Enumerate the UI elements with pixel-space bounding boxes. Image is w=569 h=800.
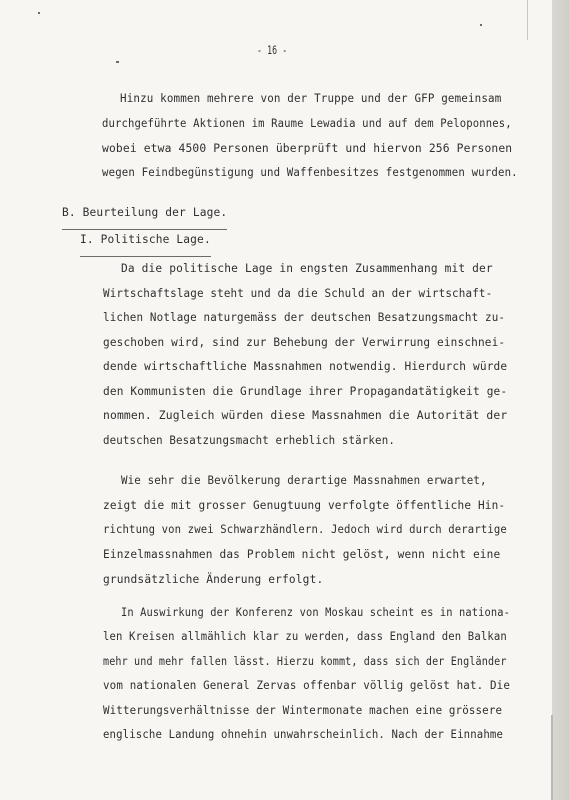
intro-line: Hinzu kommen mehrere von der Truppe und der GFP gemeinsam — [120, 92, 502, 105]
paragraph-line: nommen. Zugleich würden diese Massnahmen die Autorität der — [103, 409, 508, 422]
paragraph-line: englische Landung ohnehin unwahrscheinlich. Nach der Einnahme — [103, 728, 504, 741]
scan-speck — [480, 24, 482, 26]
paragraph-line: vom nationalen General Zervas offenbar völlig gelöst hat. Die — [103, 679, 510, 692]
paragraph-line: Wie sehr die Bevölkerung derartige Massnahmen erwartet, — [121, 474, 487, 487]
intro-line: wobei etwa 4500 Personen überprüft und hiervon 256 Personen — [102, 142, 513, 155]
paragraph-line: lichen Notlage naturgemäss der deutschen Besatzungsmacht zu- — [103, 311, 506, 324]
page-number: - 16 - — [257, 44, 288, 57]
paragraph-line: zeigt die mit grosser Genugtuung verfolgte öffentliche Hin- — [103, 499, 506, 512]
paragraph-line: Einzelmassnahmen das Problem nicht gelöst, wenn nicht eine — [103, 548, 501, 561]
paragraph-line: richtung von zwei Schwarzhändlern. Jedoch wird durch derartige — [103, 523, 507, 536]
section-heading: B. Beurteilung der Lage. — [62, 206, 228, 219]
paragraph-line: grundsätzliche Änderung erfolgt. — [103, 573, 324, 586]
paragraph-line: geschoben wird, sind zur Behebung der Verwirrung einschnei- — [103, 336, 506, 349]
intro-line: wegen Feindbegünstigung und Waffenbesitzes festgenommen wurden. — [102, 166, 518, 179]
paragraph-line: deutschen Besatzungsmacht erheblich stärken. — [103, 434, 395, 447]
paragraph-line: Da die politische Lage in engsten Zusammenhang mit der — [121, 262, 493, 275]
intro-line: durchgeführte Aktionen im Raume Lewadia und auf dem Peloponnes, — [102, 117, 512, 130]
paragraph-line: In Auswirkung der Konferenz von Moskau scheint es in nationa- — [121, 606, 511, 619]
paragraph-line: mehr und mehr fallen lässt. Hierzu kommt, dass sich der Engländer — [103, 655, 507, 668]
paragraph-line: dende wirtschaftliche Massnahmen notwendig. Hierdurch würde — [103, 360, 508, 373]
paragraph-line: Witterungsverhältnisse der Wintermonate machen eine grössere — [103, 704, 503, 717]
section-heading-underline — [62, 229, 227, 230]
paper-crease-bottom — [551, 715, 553, 800]
scan-edge-strip — [552, 0, 569, 800]
subsection-heading-underline — [80, 256, 211, 257]
paragraph-line: den Kommunisten die Grundlage ihrer Propagandatätigkeit ge- — [103, 385, 508, 398]
scan-speck — [38, 12, 40, 14]
paper-crease-top — [527, 0, 528, 40]
subsection-heading: I. Politische Lage. — [80, 233, 211, 246]
paragraph-line: Wirtschaftslage steht und da die Schuld an der wirtschaft- — [103, 287, 493, 300]
paragraph-line: len Kreisen allmählich klar zu werden, dass England den Balkan — [103, 630, 507, 643]
scan-speck — [116, 61, 119, 63]
